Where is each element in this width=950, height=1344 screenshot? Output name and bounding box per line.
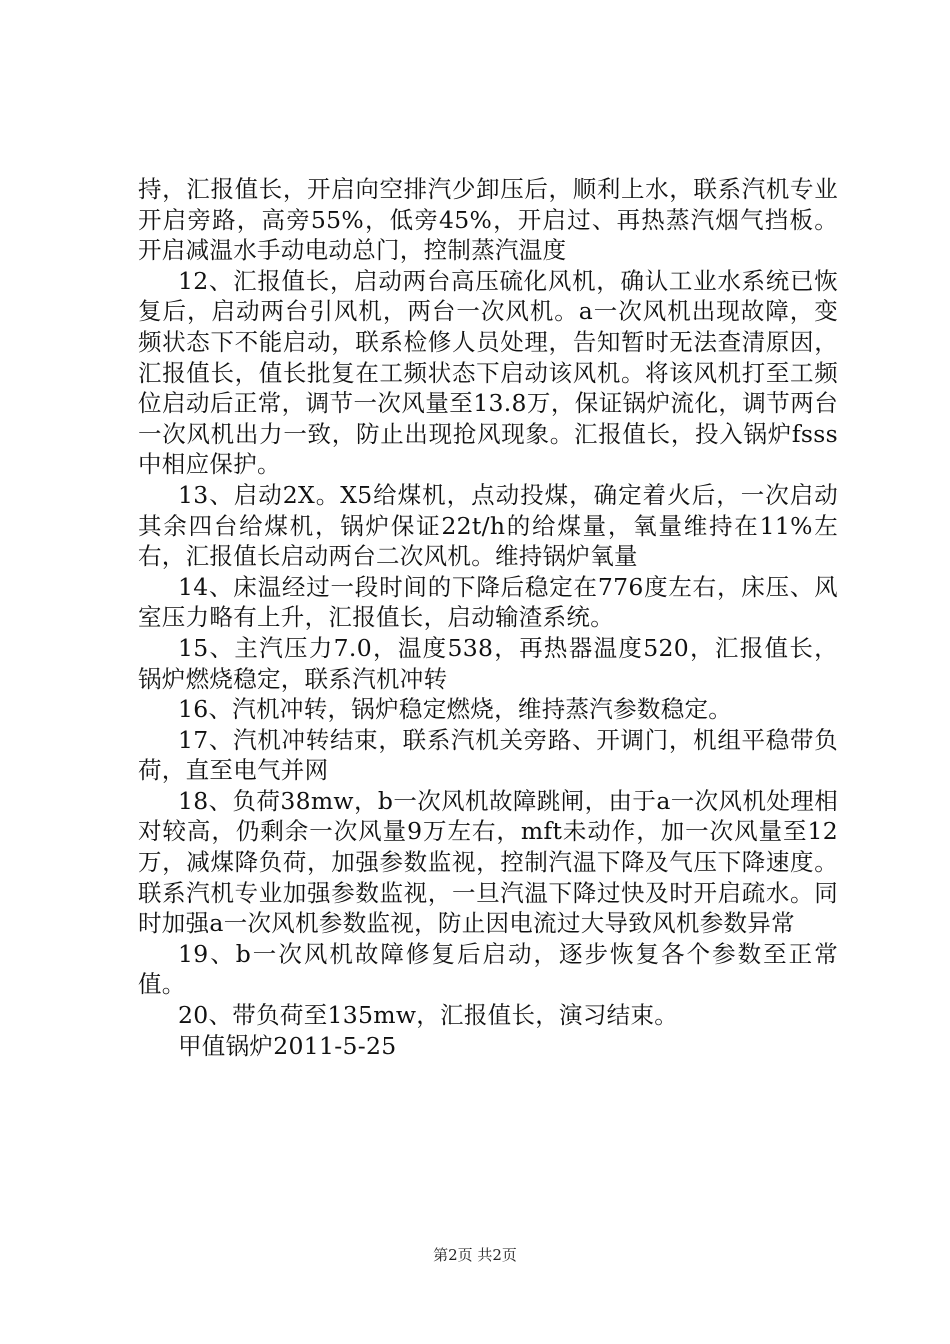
paragraph-step-15: 15、主汽压力7.0，温度538，再热器温度520，汇报值长，锅炉燃烧稳定，联系汽机冲转 <box>138 633 838 693</box>
paragraph-step-13: 13、启动2X。X5给煤机，点动投煤，确定着火后，一次启动其余四台给煤机，锅炉保证22t/h的给煤量，氧量维持在11%左右，汇报值长启动两台二次风机。维持锅炉氧量 <box>138 480 838 571</box>
paragraph-step-18: 18、负荷38mw，b一次风机故障跳闸，由于a一次风机处理相对较高，仍剩余一次风量9万左右，mft未动作，加一次风量至12万，减煤降负荷，加强参数监视，控制汽温下降及气压下降速度。联系汽机专业加强参数监视，一旦汽温下降过快及时开启疏水。同时加强a一次风机参数监视，防止因电流过大导致风机参数异常 <box>138 786 838 938</box>
paragraph-step-17: 17、汽机冲转结束，联系汽机关旁路、开调门，机组平稳带负荷，直至电气并网 <box>138 725 838 785</box>
paragraph-step-16: 16、汽机冲转，锅炉稳定燃烧，维持蒸汽参数稳定。 <box>178 695 733 724</box>
page-number-footer: 第2页 共2页 <box>433 1246 517 1264</box>
document-body <box>138 174 838 1061</box>
paragraph-step-19: 19、b一次风机故障修复后启动，逐步恢复各个参数至正常值。 <box>138 939 838 999</box>
paragraph-step-20: 20、带负荷至135mw，汇报值长，演习结束。 <box>178 1001 679 1030</box>
paragraph-step-12: 12、汇报值长，启动两台高压硫化风机，确认工业水系统已恢复后，启动两台引风机，两台一次风机。a一次风机出现故障，变频状态下不能启动，联系检修人员处理，告知暂时无法查清原因，汇报值长，值长批复在工频状态下启动该风机。将该风机打至工频位启动后正常，调节一次风量至13.8万，保证锅炉流化，调节两台一次风机出力一致，防止出现抢风现象。汇报值长，投入锅炉fsss中相应保护。 <box>138 266 838 479</box>
signature-date-line: 甲值锅炉2011-5-25 <box>178 1031 397 1060</box>
paragraph-step-14: 14、床温经过一段时间的下降后稳定在776度左右，床压、风室压力略有上升，汇报值长，启动输渣系统。 <box>138 572 838 632</box>
paragraph-continued: 持，汇报值长，开启向空排汽少卸压后，顺利上水，联系汽机专业开启旁路，高旁55%，低旁45%，开启过、再热蒸汽烟气挡板。开启减温水手动电动总门，控制蒸汽温度 <box>138 175 838 265</box>
